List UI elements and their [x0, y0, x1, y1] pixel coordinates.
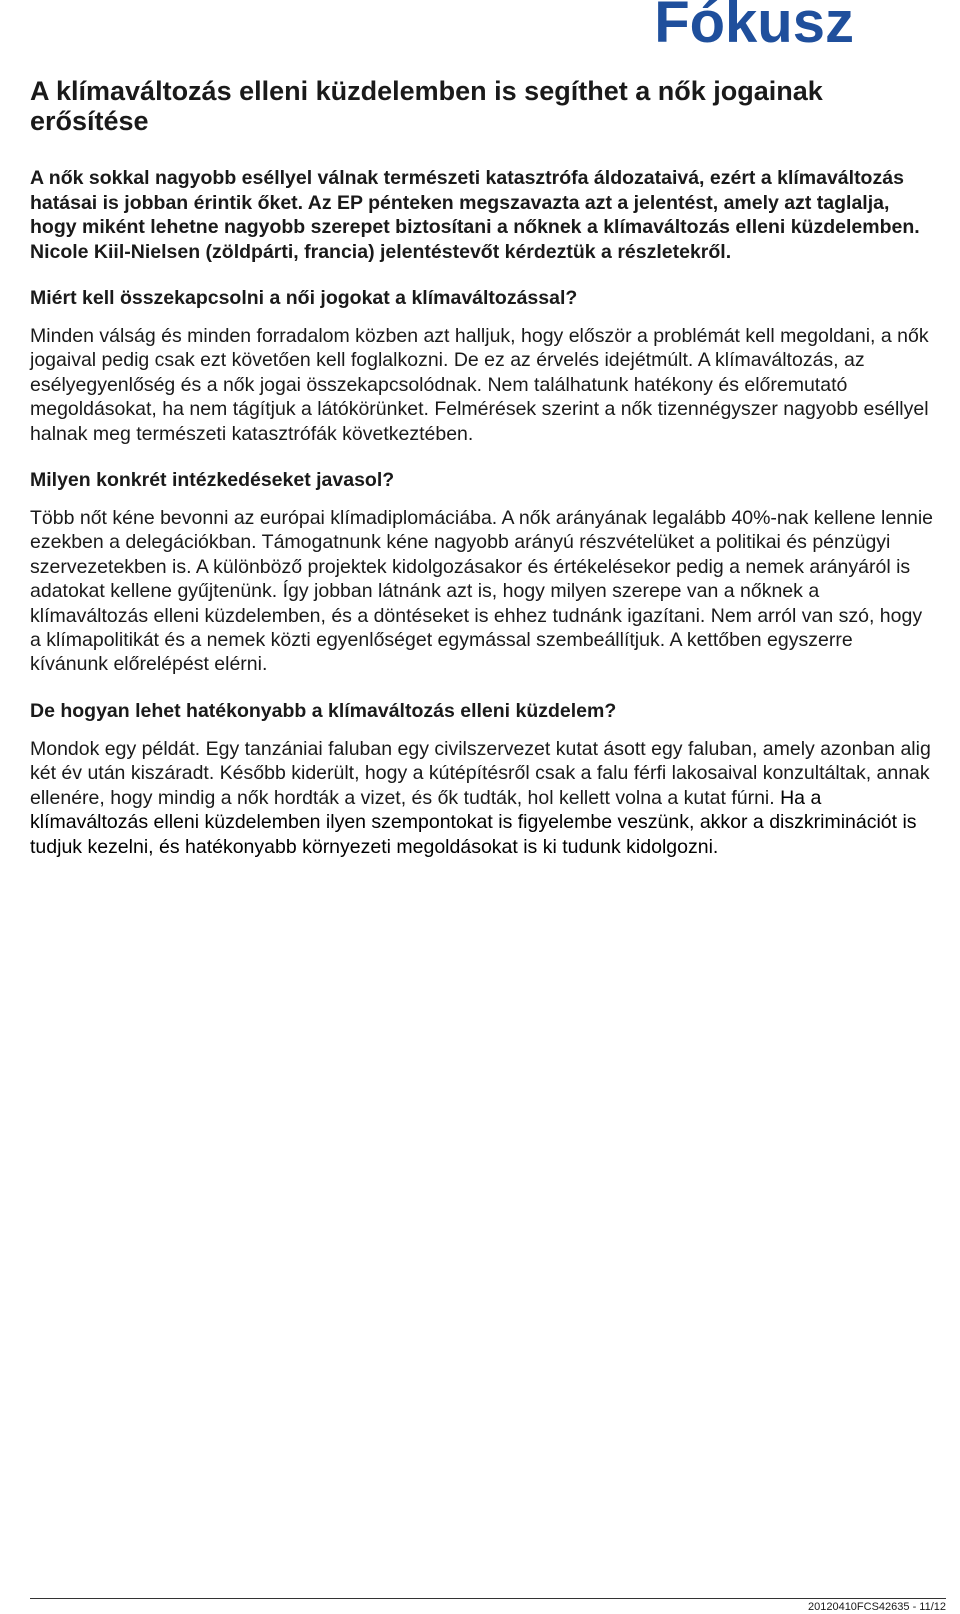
qa-block-1 [30, 286, 936, 446]
qa-block-2 [30, 468, 936, 677]
section-title: Fókusz [654, 0, 854, 55]
question-3: De hogyan lehet hatékonyabb a klímaváltozás elleni küzdelem? [30, 699, 617, 722]
article-lead: A nők sokkal nagyobb eséllyel válnak természeti katasztrófa áldozataivá, ezért a klímaváltozás hatásai is jobban érintik őket. Az EP pénteken megszavazta azt a jelentést, amely azt taglalja, hogy miként lehetne nagyobb szerepet biztosítani a nőknek a klímaváltozás elleni küzdelemben. Nicole Kiil-Nielsen (zöldpárti, francia) jelentéstevőt kérdeztük a részletekről. [30, 167, 920, 263]
answer-1-text: Minden válság és minden forradalom közben azt halljuk, hogy először a problémát kell megoldani, a nők jogaival pedig csak ezt követően kell foglalkozni. De ez az érvelés idejétmúlt. A klímaváltozás, az esélyegyenlőség és a nők jogai összekapcsolódnak. Nem találhatunk hatékony és előremutató megoldásokat, ha nem tágítjuk a látókörünket. Felmérések szerint a nők tizennégyszer nagyobb eséllyel halnak meg természeti katasztrófák következtében. [30, 325, 929, 445]
answer-3 [30, 737, 936, 859]
footer-reference: 20120410FCS42635 - 11/12 [807, 1601, 946, 1613]
qa-block-3 [30, 699, 936, 859]
answer-2 [30, 506, 936, 677]
answer-1 [30, 324, 936, 446]
question-2: Milyen konkrét intézkedéseket javasol? [30, 469, 395, 492]
answer-3-text: Mondok egy példát. Egy tanzániai faluban egy civilszervezet kutat ásott egy faluban, amely azonban alig két év után kiszáradt. Később kiderült, hogy a kútépítésről csak a falu férfi lakosaival konzultáltak, annak ellenére, hogy mindig a nők hordták a vizet, és ők tudták, hol kellett volna a kutat fúrni. [30, 737, 931, 809]
article-headline: A klímaváltozás elleni küzdelemben is segíthet a nők jogainak erősítése [30, 76, 823, 136]
article [30, 76, 936, 881]
question-1: Miért kell összekapcsolni a női jogokat a klímaváltozással? [30, 287, 578, 309]
footer-divider [30, 1598, 946, 1599]
answer-3-highlight: Ha a klímaváltozás elleni küzdelemben ilyen szempontokat is figyelembe veszünk, akkor a diszkriminációt is tudjuk kezelni, és hatékonyabb környezeti megoldásokat is ki tudunk kidolgozni. [30, 786, 917, 858]
answer-2-text: Több nőt kéne bevonni az európai klímadiplomáciába. A nők arányának legalább 40%-nak kellene lennie ezekben a delegációkban. Támogatnunk kéne nagyobb arányú részvételüket a politikai és pénzügyi szervezetekben is. A különböző projektek kidolgozásakor és értékelésekor pedig a nemek arányáról is adatokat kellene gyűjtenünk. Így jobban látnánk azt is, hogy milyen szerepe van a nőknek a klímaváltozás elleni küzdelemben, és a döntéseket is ehhez tudnánk igazítani. Nem arról van szó, hogy a klímapolitikát és a nemek közti egyenlőséget egymással szembeállítjuk. A kettőben egyszerre kívánunk előrelépést elérni. [30, 507, 934, 676]
